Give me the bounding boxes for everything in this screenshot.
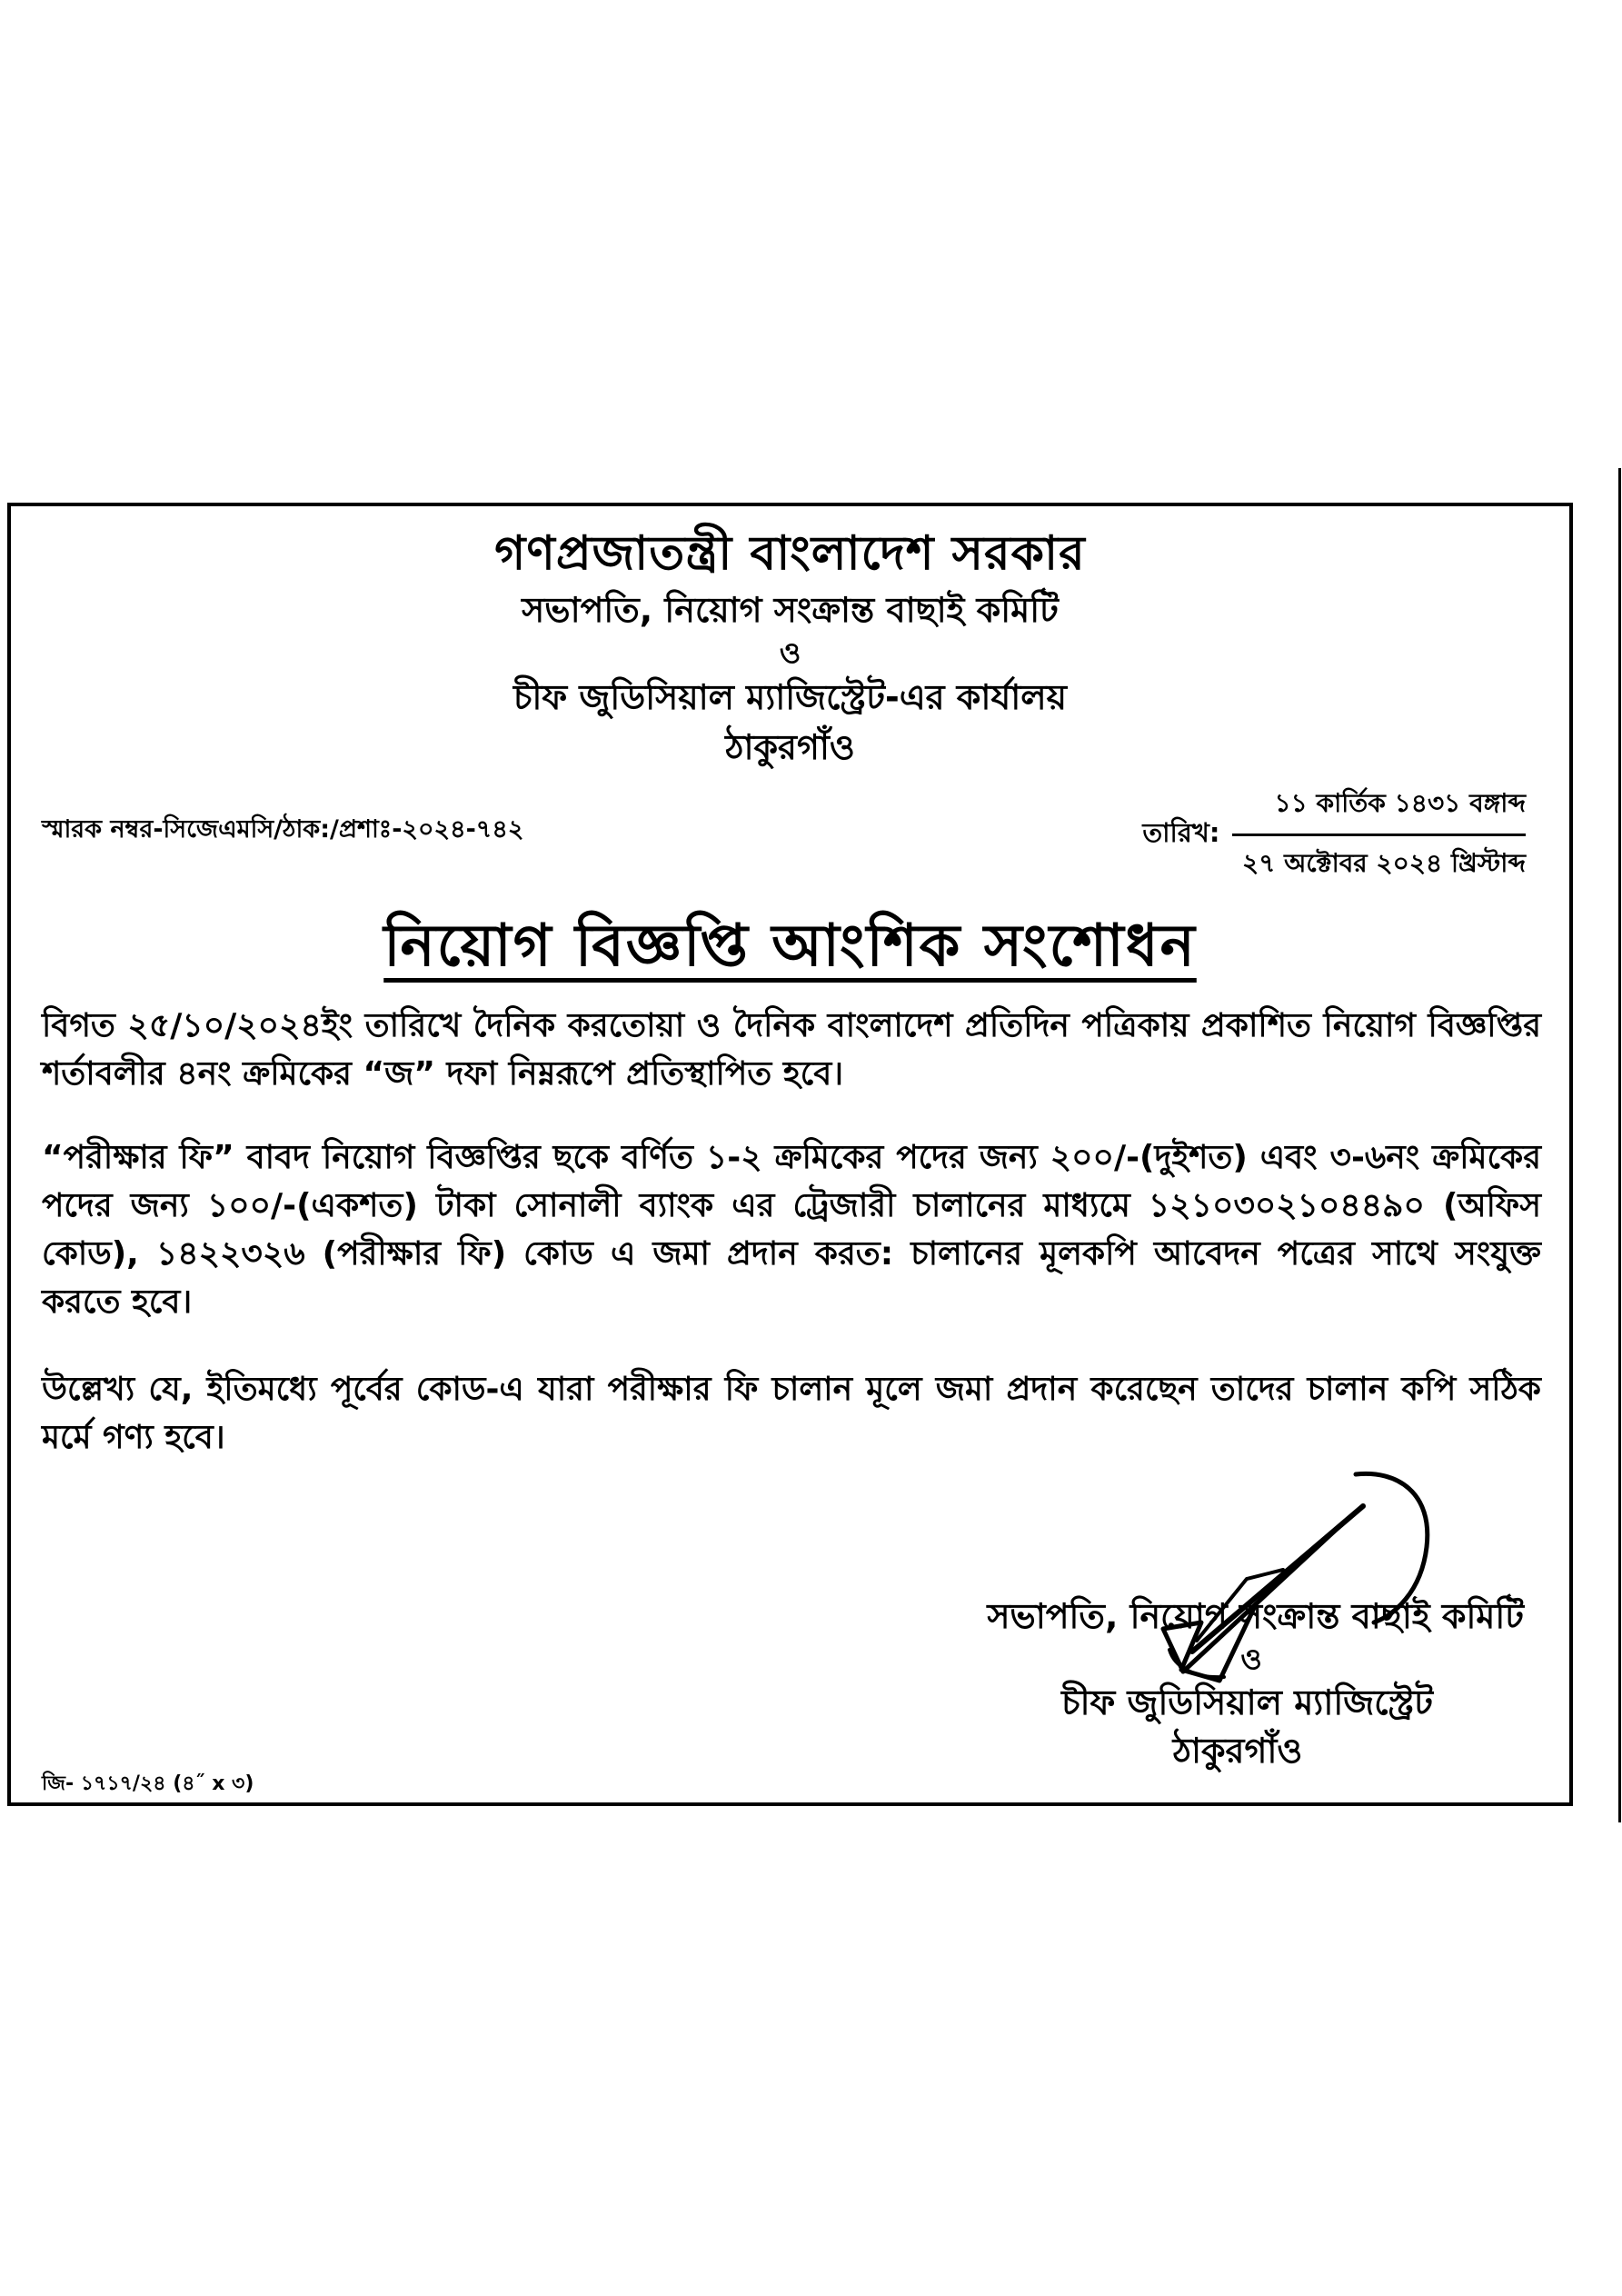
committee-title: সভাপতি, নিয়োগ সংক্রান্ত বাছাই কমিটি bbox=[522, 590, 1059, 630]
office-title: চীফ জুডিসিয়াল ম্যাজিস্ট্রেট-এর কার্যালয় bbox=[513, 676, 1067, 717]
signatory-magistrate: চীফ জুডিসিয়াল ম্যাজিস্ট্রেট bbox=[1061, 1682, 1433, 1722]
date-bangla: ১১ কার্তিক ১৪৩১ বঙ্গাব্দ bbox=[1232, 784, 1526, 836]
header-conjunction: ও bbox=[779, 634, 801, 670]
date-block bbox=[1142, 784, 1526, 886]
signatory-conjunction: ও bbox=[1240, 1642, 1262, 1677]
date-label: তারিখ: bbox=[1142, 817, 1220, 848]
notice-header bbox=[11, 524, 1569, 770]
notice-frame bbox=[7, 503, 1573, 1806]
paragraph-exam-fee: “পরীক্ষার ফি” বাবদ নিয়োগ বিজ্ঞপ্তির ছকে বর্ণিত ১-২ ক্রমিকের পদের জন্য ২০০/-(দুইশত) এবং ৩-৬নং ক্রমিকের পদের জন্য ১০০/-(একশত) টাকা সোনালী ব্যাংক এর ট্রেজারী চালানের মাধ্যমে ১২১০৩০২১০৪৪৯০ (অফিস কোড), ১৪২২৩২৬ (পরীক্ষার ফি) কোড এ জমা প্রদান করত: চালানের মূলকপি আবেদন পত্রের সাথে সংযুক্ত করতে হবে। bbox=[42, 1139, 1541, 1321]
page-edge-line bbox=[1618, 468, 1621, 1822]
notice-title-wrap bbox=[11, 902, 1569, 999]
government-title: গণপ্রজাতন্ত্রী বাংলাদেশ সরকার bbox=[494, 526, 1086, 581]
memo-number: স্মারক নম্বর-সিজেএমসি/ঠাক:/প্রশাঃ-২০২৪-৭৪২ bbox=[42, 815, 524, 844]
signatory-district: ঠাকুরগাঁও bbox=[1172, 1730, 1303, 1771]
signatory-committee: সভাপতি, নিয়োগ সংক্রান্ত বাছাই কমিটি bbox=[987, 1596, 1524, 1636]
paragraph-amendment: বিগত ২৫/১০/২০২৪ইং তারিখে দৈনিক করতোয়া ও দৈনিক বাংলাদেশ প্রতিদিন পত্রিকায় প্রকাশিত নিয়োগ বিজ্ঞপ্তির শর্তাবলীর ৪নং ক্রমিকের “জ” দফা নিম্নরূপে প্রতিস্থাপিত হবে। bbox=[42, 1007, 1541, 1093]
date-english: ২৭ অক্টোবর ২০২৪ খ্রিস্টাব্দ bbox=[1242, 848, 1526, 878]
date-values bbox=[1232, 784, 1526, 886]
ad-reference-code: জি- ১৭১৭/২৪ (৪˝ x ৩) bbox=[42, 1772, 254, 1795]
signatory-block bbox=[833, 1592, 1524, 1775]
notice-title: নিয়োগ বিজ্ঞপ্তি আংশিক সংশোধন bbox=[383, 913, 1197, 980]
paragraph-note: উল্লেখ্য যে, ইতিমধ্যে পূর্বের কোড-এ যারা পরীক্ষার ফি চালান মূলে জমা প্রদান করেছেন তাদের চালান কপি সঠিক মর্মে গণ্য হবে। bbox=[42, 1371, 1541, 1456]
district-title: ঠাকুরগাঁও bbox=[725, 727, 855, 767]
